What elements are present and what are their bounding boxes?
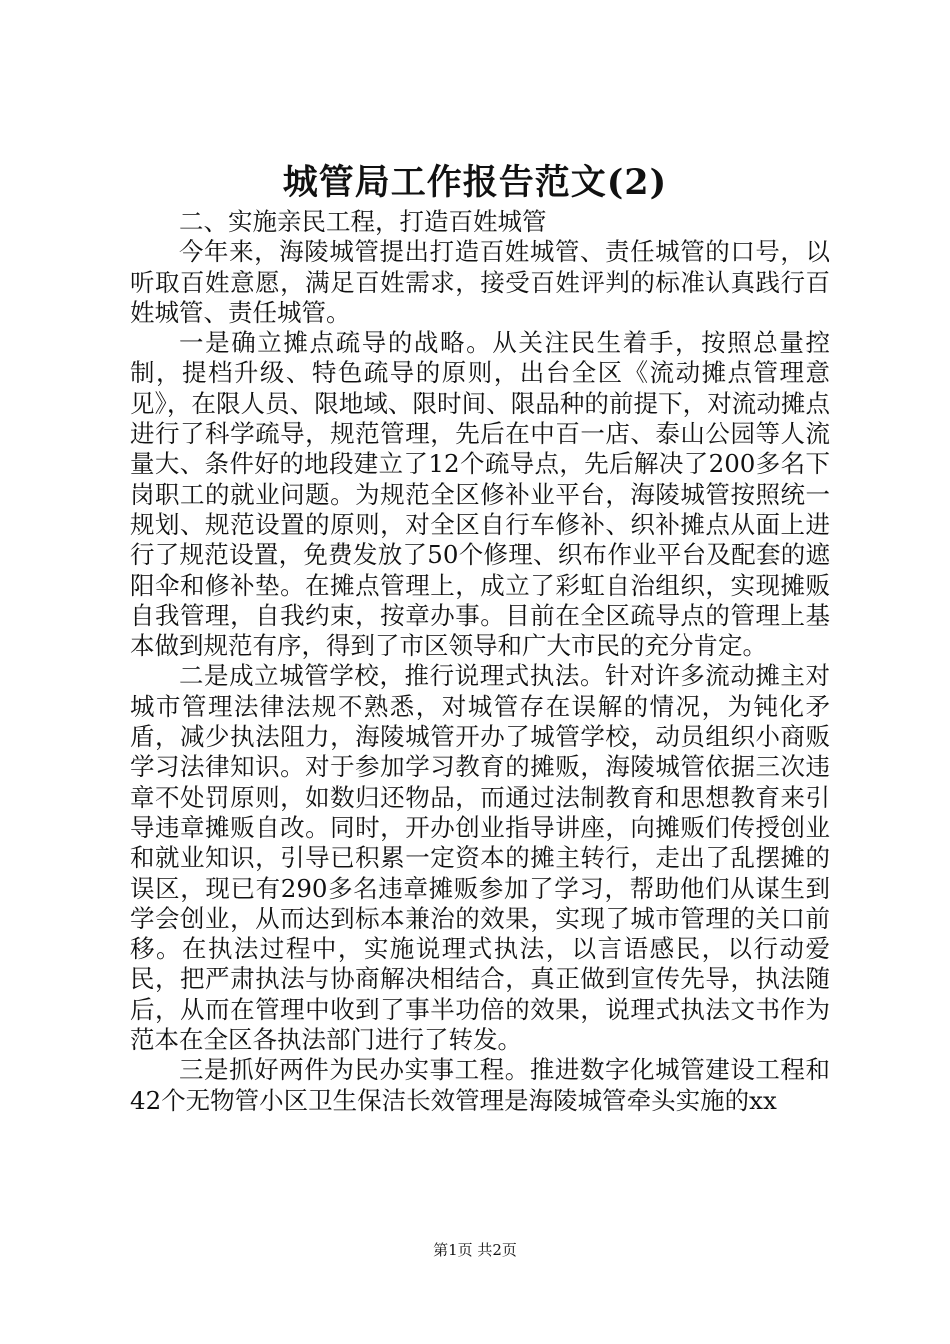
- page-footer: 第1页 共2页: [433, 1241, 517, 1259]
- document-body: [130, 207, 830, 1116]
- paragraph-intro: 今年来，海陵城管提出打造百姓城管、责任城管的口号，以听取百姓意愿，满足百姓需求，接受百姓评判的标准认真践行百姓城管、责任城管。: [130, 237, 830, 327]
- section-heading: 二、实施亲民工程，打造百姓城管: [179, 207, 547, 236]
- paragraph-one: 一是确立摊点疏导的战略。从关注民生着手，按照总量控制，提档升级、特色疏导的原则，出台全区《流动摊点管理意见》，在限人员、限地域、限时间、限品种的前提下，对流动摊点进行了科学疏导，规范管理，先后在中百一店、泰山公园等人流量大、条件好的地段建立了12个疏导点，先后解决了200多名下岗职工的就业问题。为规范全区修补业平台，海陵城管按照统一规划、规范设置的原则，对全区自行车修补、织补摊点从面上进行了规范设置，免费发放了50个修理、织布作业平台及配套的遮阳伞和修补垫。在摊点管理上，成立了彩虹自治组织，实现摊贩自我管理，自我约束，按章办事。目前在全区疏导点的管理上基本做到规范有序，得到了市区领导和广大市民的充分肯定。: [130, 328, 830, 661]
- paragraph-two: 二是成立城管学校，推行说理式执法。针对许多流动摊主对城市管理法律法规不熟悉，对城管存在误解的情况，为钝化矛盾，减少执法阻力，海陵城管开办了城管学校，动员组织小商贩学习法律知识。对于参加学习教育的摊贩，海陵城管依据三次违章不处罚原则，如数归还物品，而通过法制教育和思想教育来引导违章摊贩自改。同时，开办创业指导讲座，向摊贩们传授创业和就业知识，引导已积累一定资本的摊主转行，走出了乱摆摊的误区，现已有290多名违章摊贩参加了学习，帮助他们从谋生到学会创业，从而达到标本兼治的效果，实现了城市管理的关口前移。在执法过程中，实施说理式执法，以言语感民，以行动爱民，把严肃执法与协商解决相结合，真正做到宣传先导，执法随后，从而在管理中收到了事半功倍的效果，说理式执法文书作为范本在全区各执法部门进行了转发。: [130, 661, 830, 1055]
- paragraph-three: 三是抓好两件为民办实事工程。推进数字化城管建设工程和42个无物管小区卫生保洁长效管理是海陵城管牵头实施的xx: [130, 1055, 830, 1115]
- document-title: 城管局工作报告范文(2): [282, 162, 668, 203]
